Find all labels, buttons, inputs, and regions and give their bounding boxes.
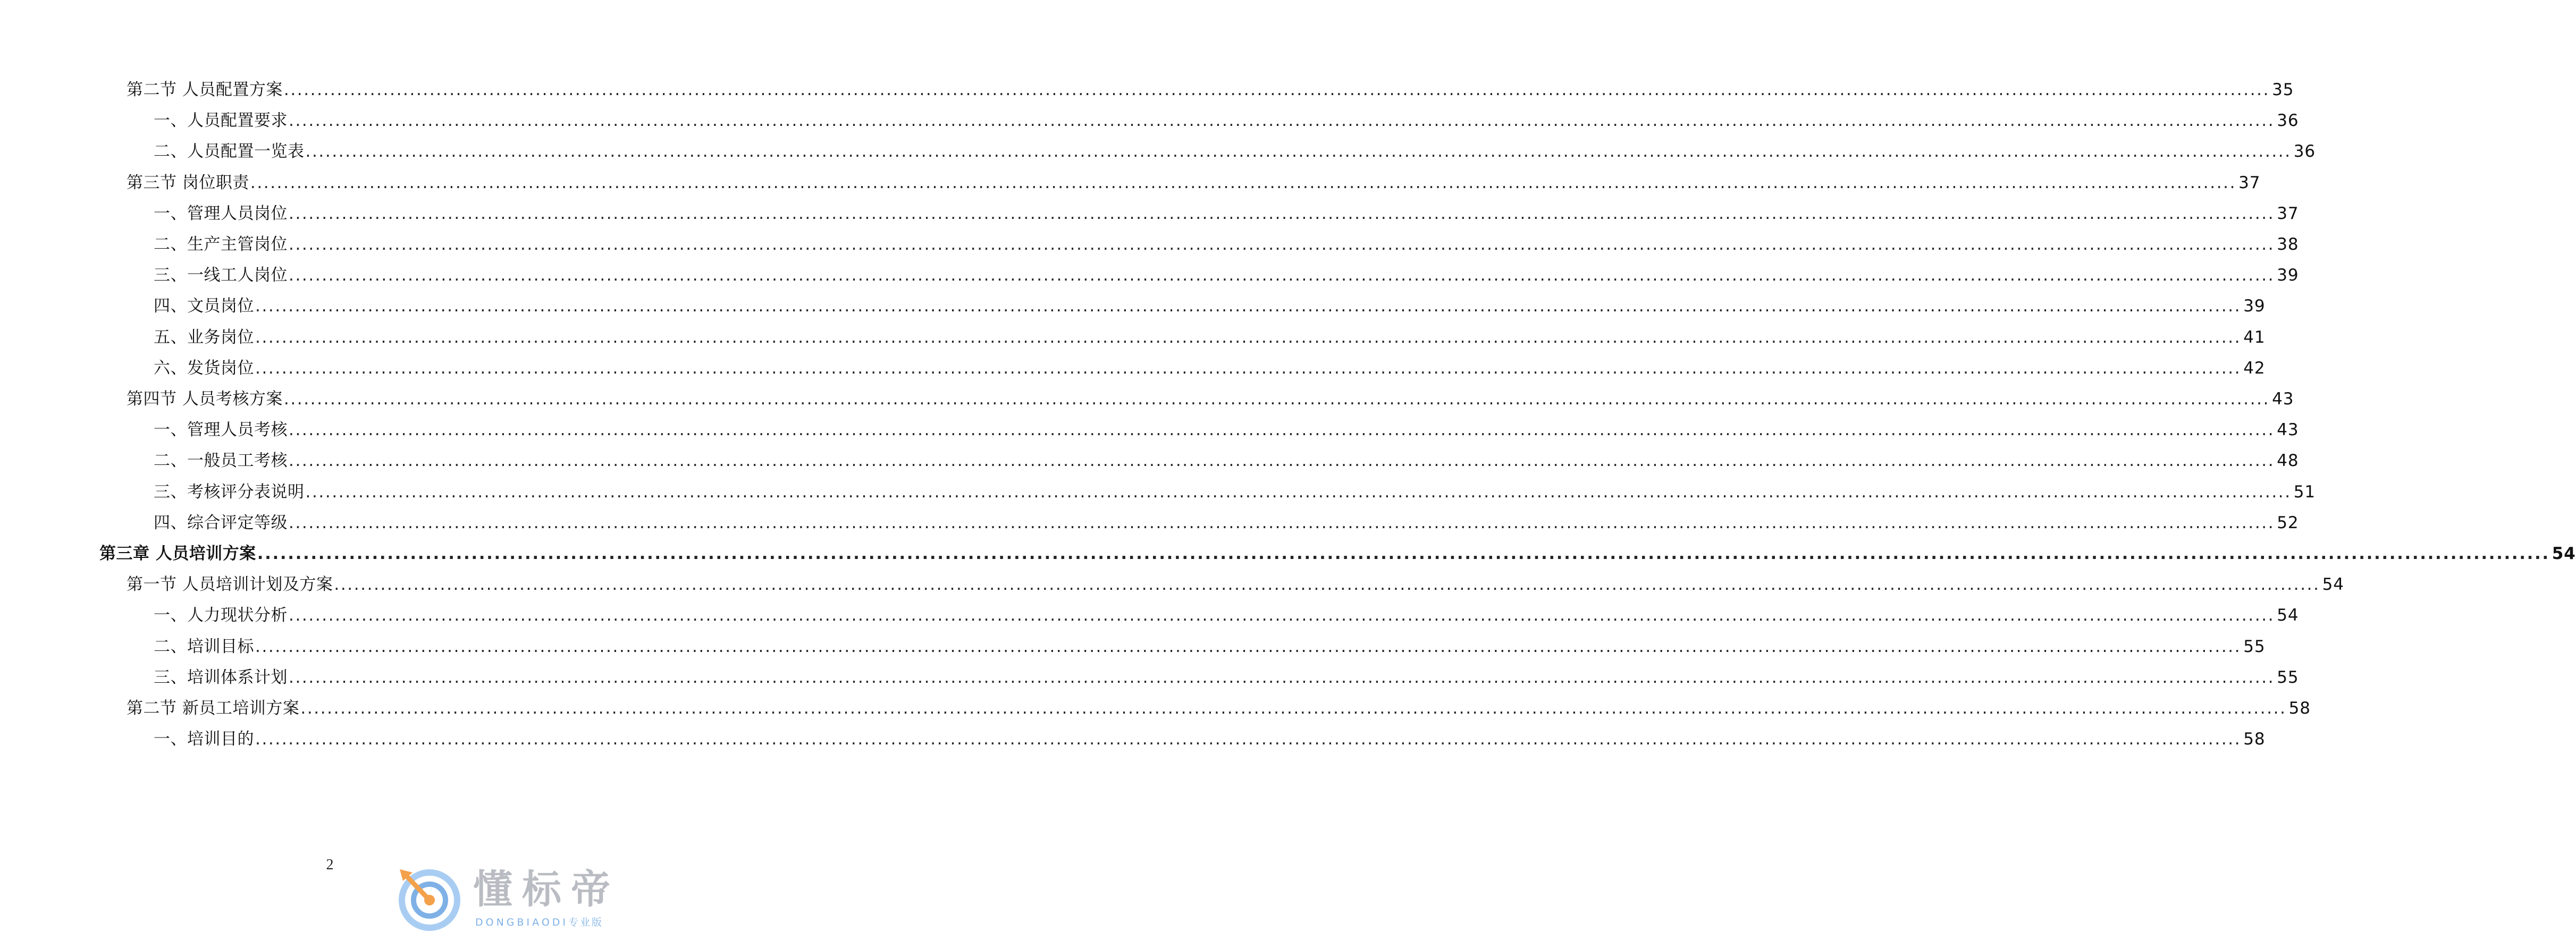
toc-entry-item[interactable] bbox=[154, 727, 2266, 751]
toc-entry-item[interactable] bbox=[154, 202, 2299, 225]
toc-entry-page-number: 43 bbox=[2272, 389, 2294, 409]
toc-dot-leader: ............................................................................................................................................................................................................................................................................................................ bbox=[289, 235, 2275, 254]
toc-entry-title: 一、管理人员岗位 bbox=[154, 204, 288, 223]
toc-entry-item[interactable] bbox=[154, 357, 2266, 380]
toc-entry-section[interactable] bbox=[127, 697, 2311, 720]
toc-entry-page-number: 36 bbox=[2277, 111, 2299, 131]
toc-entry-title: 一、人员配置要求 bbox=[154, 111, 288, 131]
toc-entry-title: 二、一般员工考核 bbox=[154, 451, 288, 471]
toc-entry-page-number: 54 bbox=[2277, 606, 2299, 625]
toc-dot-leader: ............................................................................................................................................................................................................................................................................................................ bbox=[305, 142, 2292, 162]
toc-entry-page-number: 37 bbox=[2277, 204, 2299, 223]
toc-entry-item[interactable] bbox=[154, 233, 2299, 256]
toc-dot-leader: ............................................................................................................................................................................................................................................................................................................ bbox=[250, 173, 2237, 192]
toc-dot-leader: ............................................................................................................................................................................................................................................................................................................ bbox=[257, 544, 2550, 563]
toc-entry-page-number: 41 bbox=[2243, 327, 2266, 347]
toc-entry-section[interactable] bbox=[127, 78, 2294, 101]
toc-entry-item[interactable] bbox=[154, 109, 2299, 132]
toc-entry-title: 一、管理人员考核 bbox=[154, 420, 288, 440]
toc-entry-title: 第三章 人员培训方案 bbox=[99, 544, 256, 563]
toc-entry-page-number: 54 bbox=[2552, 544, 2576, 563]
toc-dot-leader: ............................................................................................................................................................................................................................................................................................................ bbox=[283, 389, 2270, 409]
toc-entry-page-number: 58 bbox=[2288, 699, 2311, 718]
toc-dot-leader: ............................................................................................................................................................................................................................................................................................................ bbox=[289, 451, 2275, 471]
toc-entry-title: 二、人员配置一览表 bbox=[154, 142, 305, 162]
toc-dot-leader: ............................................................................................................................................................................................................................................................................................................ bbox=[305, 482, 2292, 502]
toc-entry-title: 五、业务岗位 bbox=[154, 327, 254, 347]
toc-dot-leader: ............................................................................................................................................................................................................................................................................................................ bbox=[289, 204, 2275, 223]
toc-entry-page-number: 38 bbox=[2277, 235, 2299, 254]
toc-dot-leader: ............................................................................................................................................................................................................................................................................................................ bbox=[255, 327, 2242, 347]
toc-entry-page-number: 35 bbox=[2272, 80, 2294, 99]
toc-dot-leader: ............................................................................................................................................................................................................................................................................................................ bbox=[255, 637, 2242, 656]
toc-entry-item[interactable] bbox=[154, 140, 2316, 163]
toc-entry-page-number: 42 bbox=[2243, 358, 2266, 378]
toc-dot-leader: ............................................................................................................................................................................................................................................................................................................ bbox=[289, 111, 2275, 131]
toc-entry-item[interactable] bbox=[154, 635, 2266, 658]
page-number: 2 bbox=[326, 857, 334, 873]
toc-entry-page-number: 54 bbox=[2322, 575, 2345, 595]
toc-entry-title: 四、综合评定等级 bbox=[154, 513, 288, 532]
toc-entry-title: 三、一线工人岗位 bbox=[154, 266, 288, 285]
toc-entry-chapter[interactable] bbox=[99, 542, 2576, 565]
toc-entry-section[interactable] bbox=[127, 387, 2294, 411]
toc-entry-page-number: 39 bbox=[2243, 296, 2266, 316]
brand-name: 懂标帝 bbox=[473, 867, 620, 912]
toc-entry-item[interactable] bbox=[154, 604, 2299, 627]
toc-dot-leader: ............................................................................................................................................................................................................................................................................................................ bbox=[255, 358, 2242, 378]
toc-entry-page-number: 58 bbox=[2243, 730, 2266, 749]
toc-entry-section[interactable] bbox=[127, 171, 2261, 194]
toc-entry-page-number: 36 bbox=[2293, 142, 2316, 162]
toc-entry-title: 四、文员岗位 bbox=[154, 296, 254, 316]
toc-entry-item[interactable] bbox=[154, 418, 2299, 442]
brand-edition: 专业版 bbox=[568, 917, 604, 928]
brand-pinyin: DONGBIAODI bbox=[475, 917, 569, 928]
target-logo-icon bbox=[394, 865, 465, 932]
toc-entry-title: 三、考核评分表说明 bbox=[154, 482, 305, 502]
toc-dot-leader: ............................................................................................................................................................................................................................................................................................................ bbox=[289, 513, 2275, 532]
toc-entry-page-number: 51 bbox=[2293, 482, 2316, 502]
toc-dot-leader: ............................................................................................................................................................................................................................................................................................................ bbox=[289, 667, 2275, 687]
toc-entry-title: 一、人力现状分析 bbox=[154, 606, 288, 625]
toc-entry-item[interactable] bbox=[154, 511, 2299, 535]
toc-entry-item[interactable] bbox=[154, 326, 2266, 349]
toc-dot-leader: ............................................................................................................................................................................................................................................................................................................ bbox=[289, 606, 2275, 625]
toc-entry-page-number: 48 bbox=[2277, 451, 2299, 471]
toc-entry-item[interactable] bbox=[154, 264, 2299, 287]
brand-watermark bbox=[394, 865, 650, 929]
toc-entry-page-number: 55 bbox=[2243, 637, 2266, 656]
toc-dot-leader: ............................................................................................................................................................................................................................................................................................................ bbox=[300, 699, 2287, 718]
toc-entry-title: 第一节 人员培训计划及方案 bbox=[127, 575, 333, 595]
toc-dot-leader: ............................................................................................................................................................................................................................................................................................................ bbox=[289, 420, 2275, 440]
toc-dot-leader: ............................................................................................................................................................................................................................................................................................................ bbox=[334, 575, 2320, 595]
toc-entry-title: 第三节 岗位职责 bbox=[127, 173, 249, 192]
toc-entry-title: 第四节 人员考核方案 bbox=[127, 389, 283, 409]
toc-entry-page-number: 37 bbox=[2238, 173, 2261, 192]
toc-entry-title: 六、发货岗位 bbox=[154, 358, 254, 378]
toc-entry-item[interactable] bbox=[154, 294, 2266, 318]
toc-entry-item[interactable] bbox=[154, 480, 2316, 504]
toc-entry-title: 三、培训体系计划 bbox=[154, 667, 288, 687]
toc-dot-leader: ............................................................................................................................................................................................................................................................................................................ bbox=[255, 296, 2242, 316]
toc-dot-leader: ............................................................................................................................................................................................................................................................................................................ bbox=[255, 730, 2242, 749]
toc-entry-item[interactable] bbox=[154, 449, 2299, 472]
toc-entry-title: 第二节 新员工培训方案 bbox=[127, 699, 300, 718]
toc-entry-title: 第二节 人员配置方案 bbox=[127, 80, 283, 99]
brand-subtitle bbox=[475, 916, 603, 929]
toc-entry-page-number: 43 bbox=[2277, 420, 2299, 440]
toc-entry-page-number: 39 bbox=[2277, 266, 2299, 285]
toc-dot-leader: ............................................................................................................................................................................................................................................................................................................ bbox=[289, 266, 2275, 285]
toc-entry-title: 一、培训目的 bbox=[154, 730, 254, 749]
toc-entry-title: 二、培训目标 bbox=[154, 637, 254, 656]
toc-entry-title: 二、生产主管岗位 bbox=[154, 235, 288, 254]
toc-entry-page-number: 52 bbox=[2277, 513, 2299, 532]
toc-dot-leader: ............................................................................................................................................................................................................................................................................................................ bbox=[283, 80, 2270, 99]
toc-entry-page-number: 55 bbox=[2277, 667, 2299, 687]
toc-entry-section[interactable] bbox=[127, 573, 2345, 596]
toc-entry-item[interactable] bbox=[154, 666, 2299, 689]
